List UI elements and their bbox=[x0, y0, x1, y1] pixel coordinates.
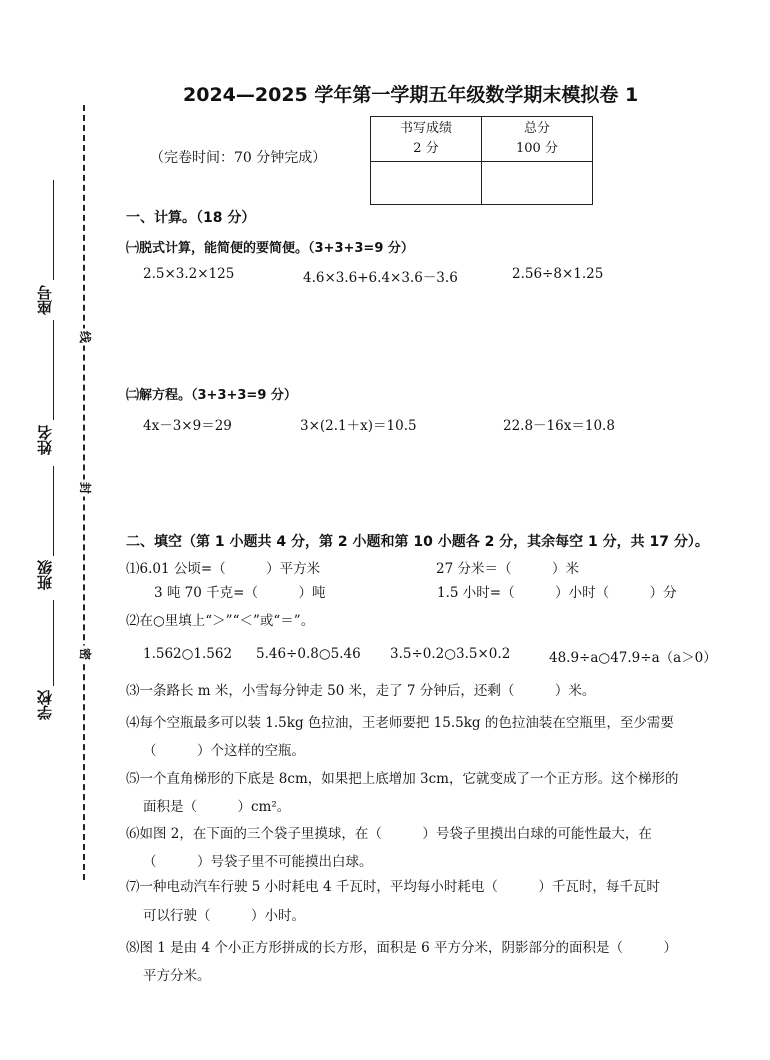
name-blank bbox=[53, 320, 54, 420]
name-label: 姓名 bbox=[36, 425, 54, 455]
section2-heading: 二、填空（第 1 小题共 4 分，第 2 小题和第 10 小题各 2 分，其余每空 1 分，共 17 分）。 bbox=[126, 534, 709, 550]
section1-part1-heading: ㈠脱式计算，能简便的要简便。（3+3+3=9 分） bbox=[126, 241, 414, 256]
q8-line1: ⑻图 1 是由 4 个小正方形拼成的长方形，面积是 6 平方分米，阴影部分的面积是（ ） bbox=[126, 940, 678, 956]
equation-3: 22.8－16x＝10.8 bbox=[503, 418, 615, 434]
q2-item-1: 1.562○1.562 bbox=[143, 646, 233, 662]
q4-line1: ⑷每个空瓶最多可以装 1.5kg 色拉油，王老师要把 15.5kg 的色拉油装在空瓶里，至少需要 bbox=[126, 715, 674, 731]
school-blank bbox=[53, 600, 54, 686]
equation-2: 3×(2.1＋x)＝10.5 bbox=[300, 418, 417, 434]
q8-line2: 平方分米。 bbox=[143, 968, 211, 984]
q2-item-2: 5.46÷0.8○5.46 bbox=[256, 646, 361, 662]
section1-part2-heading: ㈡解方程。（3+3+3=9 分） bbox=[126, 388, 297, 403]
score-writing-header bbox=[371, 117, 482, 162]
cut-mark-xian: 线 bbox=[79, 329, 92, 344]
q1-part-a: ⑴6.01 公顷=（ ）平方米 bbox=[126, 561, 321, 577]
page-title: 2024—2025 学年第一学期五年级数学期末模拟卷 1 bbox=[183, 84, 639, 106]
section1-heading: 一、计算。（18 分） bbox=[126, 210, 256, 226]
seat-number-label: 座号 bbox=[36, 285, 54, 315]
q2-item-4: 48.9÷a○47.9÷a（a＞0） bbox=[549, 650, 717, 666]
score-table bbox=[370, 116, 593, 205]
q3-text: ⑶一条路长 m 米，小雪每分钟走 50 米，走了 7 分钟后，还剩（ ）米。 bbox=[126, 683, 596, 699]
q1-part-b: 27 分米＝（ ）米 bbox=[436, 561, 579, 577]
calc-item-3: 2.56÷8×1.25 bbox=[512, 266, 604, 282]
q2-item-3: 3.5÷0.2○3.5×0.2 bbox=[390, 646, 511, 662]
q7-line2: 可以行驶（ ）小时。 bbox=[143, 908, 305, 924]
q4-line2: （ ）个这样的空瓶。 bbox=[143, 743, 305, 759]
q6-line2: （ ）号袋子里不可能摸出白球。 bbox=[143, 854, 373, 870]
q5-line2: 面积是（ ）cm²。 bbox=[143, 799, 291, 815]
score-writing-points: 2 分 bbox=[413, 141, 439, 156]
calc-item-1: 2.5×3.2×125 bbox=[143, 266, 235, 282]
score-total-points: 100 分 bbox=[516, 141, 558, 156]
score-writing-label: 书写成绩 bbox=[399, 121, 452, 136]
score-total-label: 总分 bbox=[523, 121, 550, 136]
cut-mark-mi: 密 bbox=[79, 646, 92, 661]
q1-part-d: 1.5 小时=（ ）小时（ ）分 bbox=[437, 585, 677, 601]
q5-line1: ⑸一个直角梯形的下底是 8cm，如果把上底增加 3cm，它就变成了一个正方形。这个梯形的 bbox=[126, 771, 679, 787]
equation-1: 4x－3×9＝29 bbox=[143, 418, 232, 434]
time-note: （完卷时间：70 分钟完成） bbox=[150, 150, 327, 166]
q1-part-c: 3 吨 70 千克=（ ）吨 bbox=[154, 585, 326, 601]
school-label: 学校 bbox=[36, 690, 54, 720]
q6-line1: ⑹如图 2，在下面的三个袋子里摸球，在（ ）号袋子里摸出白球的可能性最大，在 bbox=[126, 826, 652, 842]
calc-item-2: 4.6×3.6+6.4×3.6－3.6 bbox=[303, 270, 458, 286]
score-total-cell[interactable] bbox=[482, 162, 593, 205]
q7-line1: ⑺一种电动汽车行驶 5 小时耗电 4 千瓦时，平均每小时耗电（ ）千瓦时，每千瓦时 bbox=[126, 879, 660, 895]
score-total-header bbox=[482, 117, 593, 162]
class-blank bbox=[53, 466, 54, 556]
seat-number-blank bbox=[53, 180, 54, 280]
q2-text: ⑵在○里填上“＞”“＜”或“＝”。 bbox=[126, 613, 315, 629]
class-label: 班级 bbox=[36, 560, 54, 590]
score-writing-cell[interactable] bbox=[371, 162, 482, 205]
cut-mark-feng: 封 bbox=[79, 480, 92, 495]
